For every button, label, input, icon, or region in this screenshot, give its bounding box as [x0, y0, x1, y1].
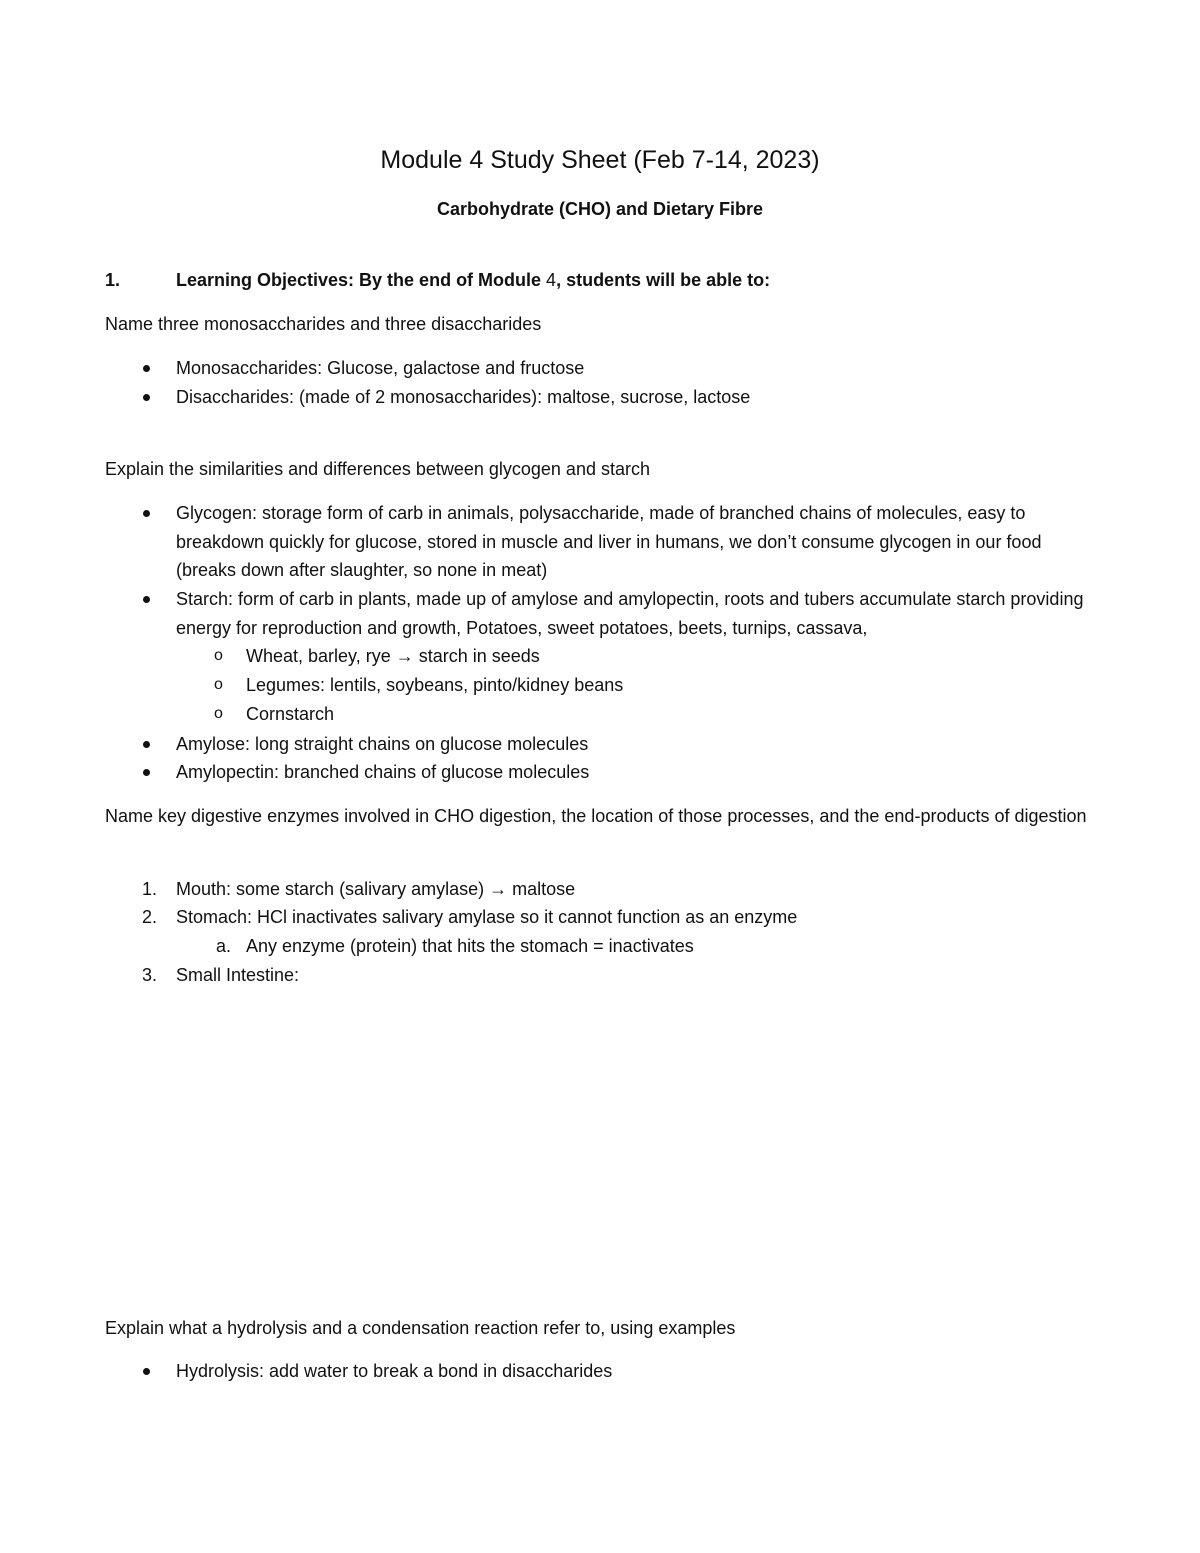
- sub-list-item-text: Cornstarch: [246, 704, 335, 724]
- numbered-item: [142, 875, 1096, 904]
- numbered-item-text: Small Intestine:: [176, 965, 300, 985]
- page-title: Module 4 Study Sheet (Feb 7-14, 2023): [380, 146, 820, 174]
- lettered-sub-item-text: Any enzyme (protein) that hits the stomach = inactivates: [246, 936, 694, 956]
- item-number: 2.: [142, 907, 158, 927]
- bullet-icon: [143, 510, 150, 517]
- list-item-text: Glycogen: storage form of carb in animals, polysaccharide, made of branched chains of molecules, easy to breakdown quickly for glucose, stored in muscle and liver in humans, we don’t consume glycogen in our food (breaks down after slaughter, so none in meat): [176, 503, 1042, 580]
- numbered-item-text: Stomach: HCl inactivates salivary amylase so it cannot function as an enzyme: [176, 907, 798, 927]
- list-item-text: Amylose: long straight chains on glucose molecules: [176, 734, 589, 754]
- objective-prompt-1: Name three monosaccharides and three disaccharides: [105, 314, 542, 334]
- objective-prompt-3: Name key digestive enzymes involved in CHO digestion, the location of those processes, and the end-products of digestion: [105, 806, 1087, 826]
- sub-list-item: [214, 642, 1096, 671]
- bullet-icon: [143, 596, 150, 603]
- section-heading-text-end: , students will be able to:: [556, 270, 771, 290]
- list-item-text: Disaccharides: (made of 2 monosaccharides): maltose, sucrose, lactose: [176, 387, 751, 407]
- bullet-icon: [143, 365, 150, 372]
- numbered-item: [142, 903, 1096, 932]
- circle-bullet-icon: o: [214, 676, 223, 693]
- list-item-text: Amylopectin: branched chains of glucose molecules: [176, 762, 590, 782]
- list-item: [176, 758, 1096, 787]
- list-item: [176, 383, 1096, 412]
- section-heading-text-start: Learning Objectives: By the end of Module: [176, 270, 547, 290]
- page-subtitle: Carbohydrate (CHO) and Dietary Fibre: [436, 199, 764, 219]
- list-item-text: Hydrolysis: add water to break a bond in disaccharides: [176, 1361, 613, 1381]
- bullet-icon: [143, 769, 150, 776]
- list-item: [176, 730, 1096, 759]
- objective-prompt-4: Explain what a hydrolysis and a condensation reaction refer to, using examples: [105, 1318, 736, 1338]
- item-letter: a.: [216, 936, 232, 956]
- list-item-text: Monosaccharides: Glucose, galactose and fructose: [176, 358, 585, 378]
- section-number: 1.: [105, 270, 121, 290]
- bullet-icon: [143, 741, 150, 748]
- lettered-sub-item: [216, 932, 1096, 961]
- circle-bullet-icon: o: [214, 647, 223, 664]
- item-number: 3.: [142, 965, 158, 985]
- numbered-item: [142, 961, 1096, 990]
- list-item: [176, 585, 1096, 642]
- bullet-icon: [143, 1368, 150, 1375]
- objective-prompt-2: Explain the similarities and differences between glycogen and starch: [105, 459, 650, 479]
- sub-list-item-text: Legumes: lentils, soybeans, pinto/kidney beans: [246, 675, 624, 695]
- list-item: [176, 499, 1096, 585]
- section-heading-module-number: 4: [546, 270, 557, 290]
- numbered-item-text: Mouth: some starch (salivary amylase) → maltose: [176, 879, 576, 899]
- sub-list-item: [214, 700, 1096, 729]
- item-number: 1.: [142, 879, 158, 899]
- circle-bullet-icon: o: [214, 705, 223, 722]
- section-heading-learning-objectives: [105, 267, 770, 293]
- sub-list-item-text: Wheat, barley, rye → starch in seeds: [246, 646, 540, 666]
- list-item: [176, 1357, 1096, 1386]
- sub-list-item: [214, 671, 1096, 700]
- bullet-icon: [143, 394, 150, 401]
- list-item: [176, 354, 1096, 383]
- list-item-text: Starch: form of carb in plants, made up of amylose and amylopectin, roots and tubers accumulate starch providing energy for reproduction and growth, Potatoes, sweet potatoes, beets, turnips, cassava,: [176, 589, 1084, 638]
